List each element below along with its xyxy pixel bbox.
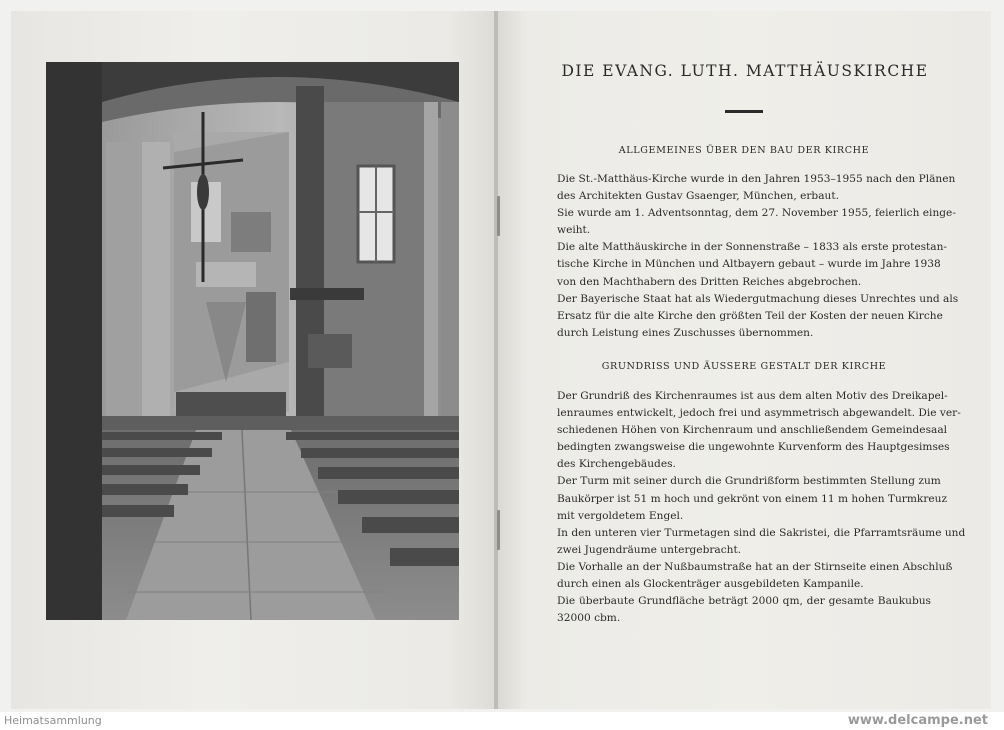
staple-bottom xyxy=(497,510,500,550)
watermark-right: www.delcampe.net xyxy=(847,713,988,728)
body-line: Die alte Matthäuskirche in der Sonnenstraße – 1833 als erste protestan- xyxy=(557,241,948,254)
title-rule xyxy=(725,110,763,113)
section-body-general xyxy=(557,171,959,342)
section-heading-general: ALLGEMEINES ÜBER DEN BAU DER KIRCHE xyxy=(618,145,870,156)
body-line: durch einen als Glockenträger ausgebildeten Kampanile. xyxy=(557,578,864,591)
body-line: bedingten zwangsweise die ungewohnte Kurvenform des Hauptgesimses xyxy=(557,441,950,454)
body-line: tische Kirche in München und Altbayern gebaut – wurde im Jahre 1938 xyxy=(557,258,941,271)
body-line: schiedenen Höhen von Kirchenraum und anschließendem Gemeindesaal xyxy=(557,424,948,437)
body-line: lenraumes entwickelt, jedoch frei und asymmetrisch abgewandelt. Die ver- xyxy=(557,407,961,420)
section-body-floorplan xyxy=(557,388,966,627)
body-line: Ersatz für die alte Kirche den größten Teil der Kosten der neuen Kirche xyxy=(557,309,943,322)
body-line: Die St.-Matthäus-Kirche wurde in den Jahren 1953–1955 nach den Plänen xyxy=(557,173,956,185)
body-line: des Architekten Gustav Gsaenger, München, erbaut. xyxy=(557,190,839,203)
body-line: durch Leistung eines Zuschusses übernommen. xyxy=(557,326,814,339)
section-heading-floorplan: GRUNDRISS UND ÄUSSERE GESTALT DER KIRCHE xyxy=(601,361,887,372)
photo-illustration xyxy=(46,62,459,620)
body-line: Die überbaute Grundfläche beträgt 2000 qm, der gesamte Baukubus xyxy=(557,595,931,608)
body-line: des Kirchengebäudes. xyxy=(557,458,676,471)
staple-top xyxy=(497,196,500,236)
body-line: mit vergoldetem Engel. xyxy=(557,509,684,522)
watermark-left: Heimatsammlung xyxy=(4,714,102,727)
body-line: zwei Jugendräume untergebracht. xyxy=(557,543,742,556)
body-line: In den unteren vier Turmetagen sind die Sakristei, die Pfarramtsräume und xyxy=(557,526,966,539)
watermark-bar xyxy=(0,712,1004,730)
body-line: Der Bayerische Staat hat als Wiedergutmachung dieses Unrechtes und als xyxy=(557,292,959,305)
body-line: Der Grundriß des Kirchenraumes ist aus dem alten Motiv des Dreikapel- xyxy=(557,390,948,402)
church-interior-photo xyxy=(46,62,459,620)
page-title: DIE EVANG. LUTH. MATTHÄUSKIRCHE xyxy=(561,62,929,80)
book-gutter xyxy=(494,11,498,709)
body-line: Der Turm mit seiner durch die Grundrißform bestimmten Stellung zum xyxy=(557,475,941,488)
body-line: Sie wurde am 1. Adventsonntag, dem 27. November 1955, feierlich einge- xyxy=(557,207,956,220)
body-line: 32000 cbm. xyxy=(557,612,621,625)
body-line: Die Vorhalle an der Nußbaumstraße hat an der Stirnseite einen Abschluß xyxy=(557,560,953,573)
body-line: von den Machthabern des Dritten Reiches abgebrochen. xyxy=(557,275,862,288)
body-line: Baukörper ist 51 m hoch und gekrönt von einem 11 m hohen Turmkreuz xyxy=(557,492,948,505)
body-line: weiht. xyxy=(557,224,591,237)
